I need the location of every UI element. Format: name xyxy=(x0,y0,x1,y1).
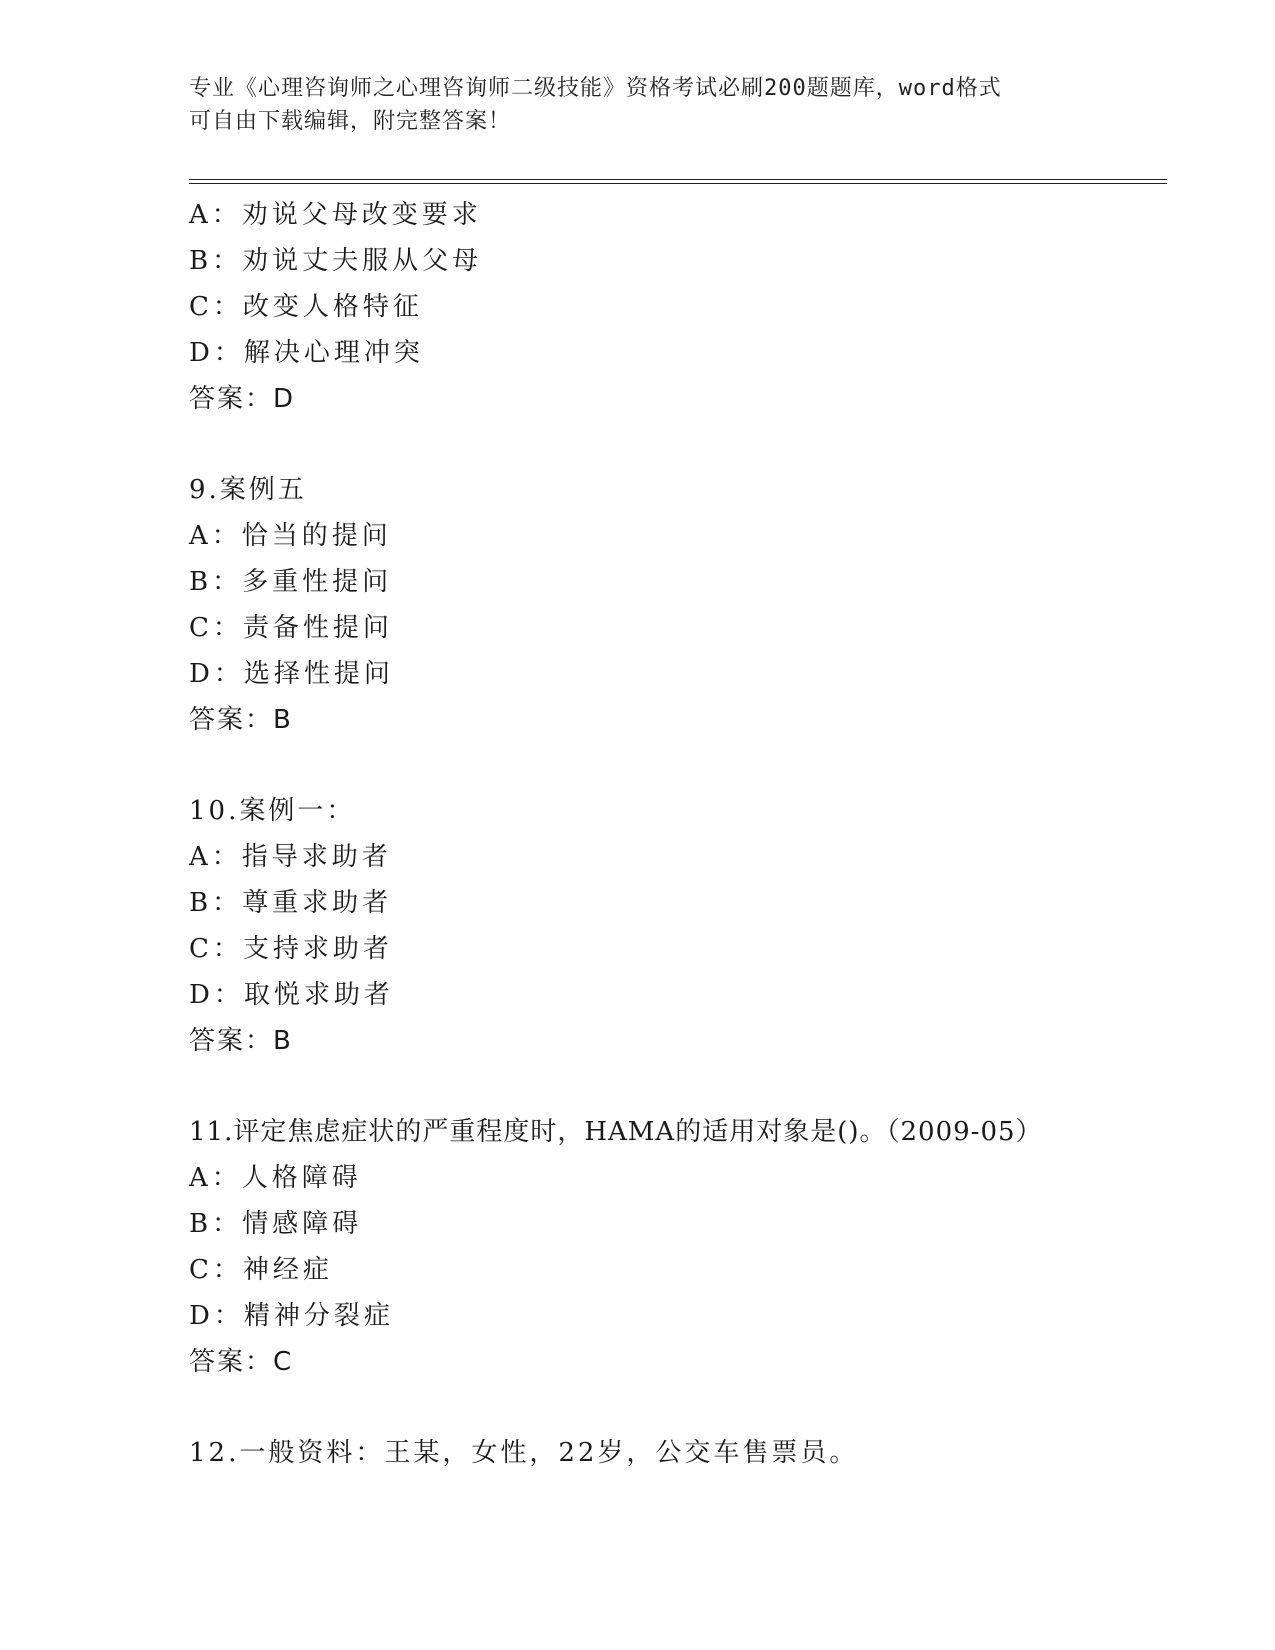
spacer xyxy=(189,422,1149,467)
option-c: C：责备性提问 xyxy=(189,613,393,643)
option-b: B：劝说丈夫服从父母 xyxy=(189,246,483,276)
question-title: 10.案例一： xyxy=(189,796,356,826)
answer-line: 答案：B xyxy=(189,1026,293,1056)
question-12 xyxy=(189,1430,1149,1476)
option-d: D：解决心理冲突 xyxy=(189,338,424,368)
question-title: 11.评定焦虑症状的严重程度时，HAMA的适用对象是()。（2009-05） xyxy=(189,1117,1043,1147)
answer-line: 答案：D xyxy=(189,384,296,414)
option-c: C：支持求助者 xyxy=(189,934,393,964)
answer-line: 答案：B xyxy=(189,705,293,735)
option-d: D：精神分裂症 xyxy=(189,1301,394,1331)
question-10 xyxy=(189,788,1149,1064)
question-8 xyxy=(189,192,1149,422)
option-d: D：选择性提问 xyxy=(189,659,394,689)
spacer xyxy=(189,1385,1149,1430)
option-a: A：劝说父母改变要求 xyxy=(189,200,482,230)
question-11 xyxy=(189,1109,1149,1385)
header-title-line-1: 专业《心理咨询师之心理咨询师二级技能》资格考试必刷200题题库，word格式 xyxy=(189,76,1002,101)
question-title: 12.一般资料：王某，女性，22岁，公交车售票员。 xyxy=(189,1438,859,1468)
question-title: 9.案例五 xyxy=(189,475,307,505)
option-a: A：指导求助者 xyxy=(189,842,392,872)
option-a: A：恰当的提问 xyxy=(189,521,392,551)
option-a: A：人格障碍 xyxy=(189,1163,362,1193)
option-b: B：多重性提问 xyxy=(189,567,393,597)
header-divider xyxy=(189,179,1167,184)
header-title-line-2: 可自由下载编辑，附完整答案！ xyxy=(189,109,512,134)
option-c: C：改变人格特征 xyxy=(189,292,423,322)
answer-line: 答案：C xyxy=(189,1347,294,1377)
spacer xyxy=(189,1064,1149,1109)
option-b: B：尊重求助者 xyxy=(189,888,393,918)
option-c: C：神经症 xyxy=(189,1255,333,1285)
option-d: D：取悦求助者 xyxy=(189,980,394,1010)
page-header xyxy=(189,72,1089,138)
question-list xyxy=(189,192,1149,1476)
spacer xyxy=(189,743,1149,788)
option-b: B：情感障碍 xyxy=(189,1209,363,1239)
question-9 xyxy=(189,467,1149,743)
